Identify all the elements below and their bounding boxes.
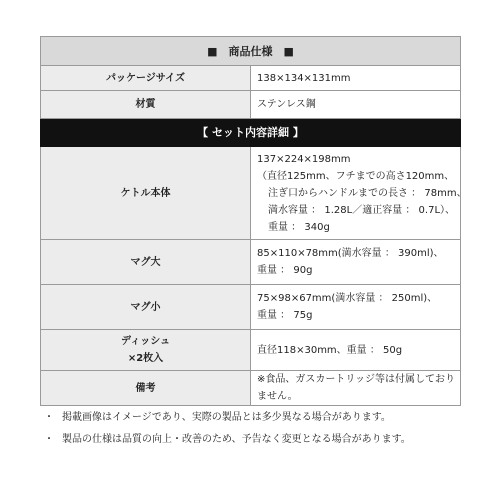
spec-title-row <box>41 37 461 66</box>
mug-large-label: マグ大 <box>41 240 251 285</box>
note-bullet: ・ <box>44 412 54 423</box>
table-row-material <box>41 91 461 119</box>
kettle-value <box>251 147 467 240</box>
notes-list <box>44 411 464 455</box>
mug-large-weight: 重量 ： 90g <box>257 265 313 276</box>
table-row-kettle <box>41 147 461 240</box>
dish-label <box>41 330 251 371</box>
dish-value: 直径118×30mm、重量 ： 50g <box>251 330 461 371</box>
dish-label-line-1: ディッシュ <box>121 336 170 347</box>
table-row-mug-small <box>41 285 461 330</box>
kettle-spout-length: 注ぎ口からハンドルまでの長さ ： 78mm、 <box>268 187 467 199</box>
kettle-diameter-height: （直径125mm、フチまでの高さ120mm、 <box>257 170 455 182</box>
dish-label-line-2: ×2枚入 <box>127 353 164 364</box>
note-text: 掲載画像はイメージであり、実際の製品とは多少異なる場合があります。 <box>62 412 391 423</box>
material-value: ステンレス鋼 <box>251 91 461 119</box>
mug-small-dimensions: 75×98×67mm(満水容量 ： 250ml)、 <box>257 293 438 304</box>
table-row-mug-large <box>41 240 461 285</box>
mug-large-value <box>251 240 461 285</box>
spec-table <box>40 36 467 406</box>
kettle-label: ケトル本体 <box>41 147 251 240</box>
table-row-dish <box>41 330 461 371</box>
kettle-weight: 重量 ： 340g <box>268 221 330 233</box>
note-bullet: ・ <box>44 434 54 445</box>
spec-title: ■ 商品仕様 ■ <box>41 37 461 66</box>
mug-small-value <box>251 285 461 330</box>
package-size-value: 138×134×131mm <box>251 66 461 91</box>
set-contents-header-row <box>41 119 461 147</box>
remarks-value: ※食品、ガスカートリッジ等は付属しておりません。 <box>251 371 461 406</box>
material-label: 材質 <box>41 91 251 119</box>
note-text: 製品の仕様は品質の向上・改善のため、予告なく変更となる場合があります。 <box>62 434 411 445</box>
list-item <box>44 411 464 425</box>
kettle-capacity: 満水容量 ： 1.28L／適正容量 ： 0.7L）、 <box>268 204 456 216</box>
mug-small-weight: 重量 ： 75g <box>257 310 313 321</box>
mug-large-dimensions: 85×110×78mm(満水容量 ： 390ml)、 <box>257 248 444 259</box>
list-item <box>44 433 464 447</box>
set-contents-header: 【 セット内容詳細 】 <box>41 119 461 147</box>
mug-small-label: マグ小 <box>41 285 251 330</box>
package-size-label: パッケージサイズ <box>41 66 251 91</box>
remarks-label: 備考 <box>41 371 251 406</box>
kettle-dimensions: 137×224×198mm <box>257 153 351 165</box>
table-row-remarks <box>41 371 461 406</box>
table-row-package-size <box>41 66 461 91</box>
